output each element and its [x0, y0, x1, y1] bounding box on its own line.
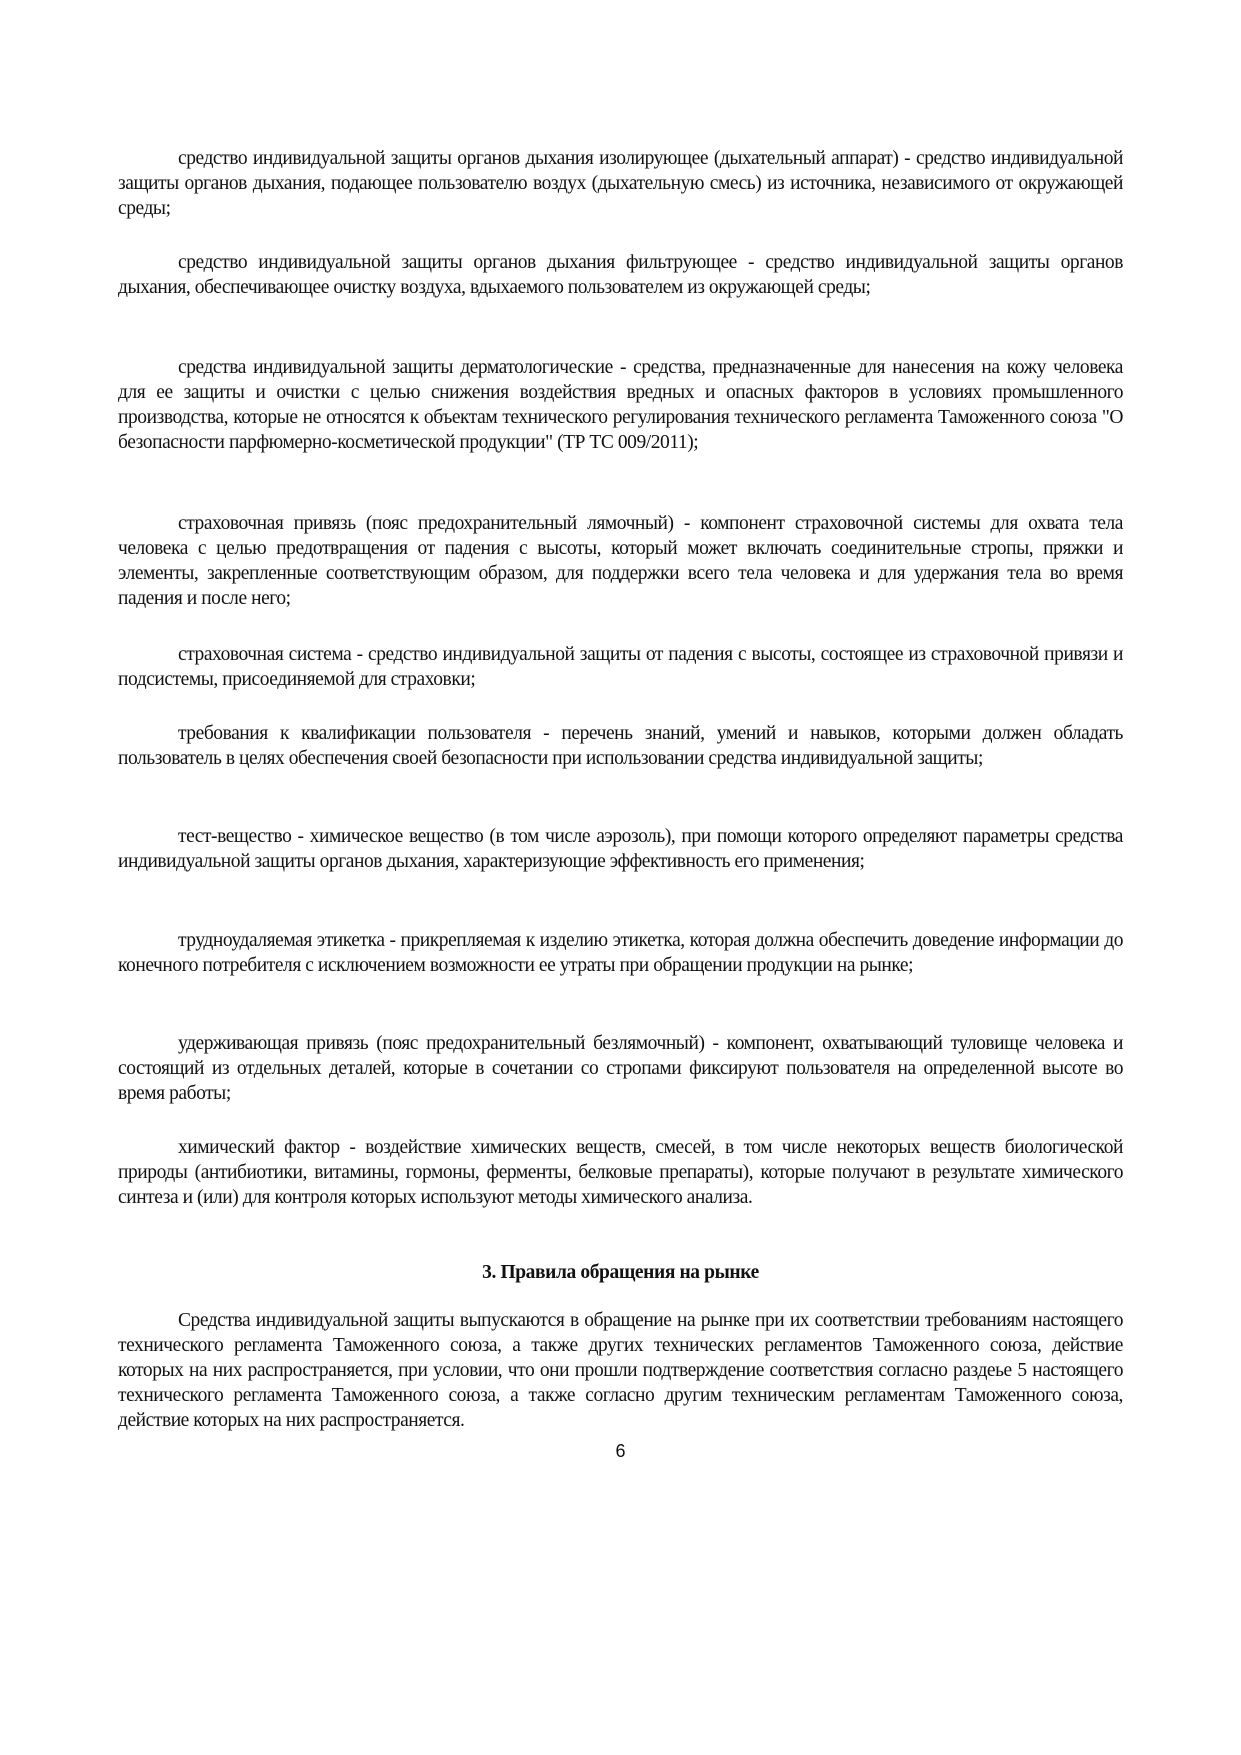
definition-paragraph: трудноудаляемая этикетка - прикрепляемая к изделию этикетка, которая должна обеспечить доведение информации до конечного потребителя с исключением возможности ее утраты при обращении продукции на рынке;: [118, 930, 1123, 976]
definition-paragraph: требования к квалификации пользователя - перечень знаний, умений и навыков, которыми должен обладать пользователь в целях обеспечения своей безопасности при использовании средства индивидуальной защиты;: [118, 723, 1123, 769]
section-paragraph: Средства индивидуальной защиты выпускаются в обращение на рынке при их соответствии требованиям настоящего технического регламента Таможенного союза, а также других технических регламентов Таможенного союза, действие которых на них распространяется, при условии, что они прошли подтверждение соответствия согласно раздеье 5 настоящего технического регламента Таможенного союза, а также согласно другим техническим регламентам Таможенного союза, действие которых на них распространяется.: [118, 1310, 1123, 1431]
definition-paragraph: средство индивидуальной защиты органов дыхания фильтрующее - средство индивидуальной защиты органов дыхания, обеспечивающее очистку воздуха, вдыхаемого пользователем из окружающей среды;: [118, 252, 1123, 298]
definition-paragraph: химический фактор - воздействие химических веществ, смесей, в том числе некоторых веществ биологической природы (антибиотики, витамины, гормоны, ферменты, белковые препараты), которые получают в результате химического синтеза и (или) для контроля которых используют методы химического анализа.: [118, 1137, 1123, 1208]
definition-paragraph: тест-вещество - химическое вещество (в том числе аэрозоль), при помощи которого определяют параметры средства индивидуальной защиты органов дыхания, характеризующие эффективность его применения;: [118, 826, 1123, 872]
definition-paragraph: средства индивидуальной защиты дерматологические - средства, предназначенные для нанесения на кожу человека для ее защиты и очистки с целью снижения воздействия вредных и опасных факторов в условиях промышленного производства, которые не относятся к объектам технического регулирования технического регламента Таможенного союза "О безопасности парфюмерно-косметической продукции" (ТР ТС 009/2011);: [118, 357, 1123, 453]
definition-paragraph: средство индивидуальной защиты органов дыхания изолирующее (дыхательный аппарат) - средство индивидуальной защиты органов дыхания, подающее пользователю воздух (дыхательную смесь) из источника, независимого от окружающей среды;: [118, 148, 1123, 219]
page-number: 6: [615, 1441, 626, 1461]
section-heading: 3. Правила обращения на рынке: [482, 1262, 759, 1283]
definition-paragraph: удерживающая привязь (пояс предохранительный безлямочный) - компонент, охватывающий туловище человека и состоящий из отдельных деталей, которые в сочетании со стропами фиксируют пользователя на определенной высоте во время работы;: [118, 1033, 1123, 1104]
definition-paragraph: страховочная система - средство индивидуальной защиты от падения с высоты, состоящее из страховочной привязи и подсистемы, присоединяемой для страховки;: [118, 644, 1123, 690]
definition-paragraph: страховочная привязь (пояс предохранительный лямочный) - компонент страховочной системы для охвата тела человека с целью предотвращения от падения с высоты, который может включать соединительные стропы, пряжки и элементы, закрепленные соответствующим образом, для поддержки всего тела человека и для удержания тела во время падения и после него;: [118, 513, 1123, 609]
